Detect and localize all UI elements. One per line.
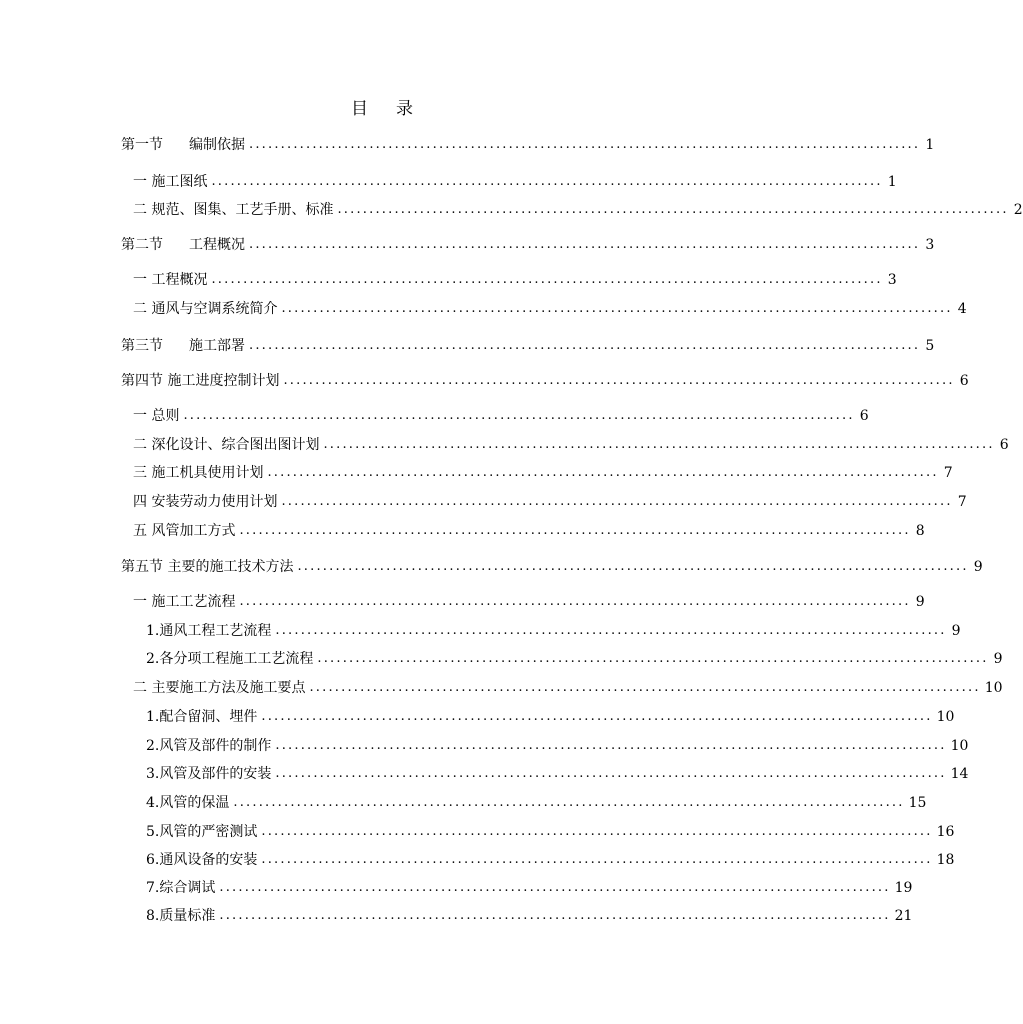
toc-entry-label: 第四节 施工进度控制计划 (121, 373, 280, 389)
dot-leader: .......................................................................................................... (239, 594, 911, 609)
toc-entry-page: 14 (950, 766, 969, 782)
toc-entry[interactable] (146, 876, 913, 896)
dot-leader: .......................................................................................................... (219, 880, 891, 895)
dot-leader: .......................................................................................................... (249, 237, 921, 252)
toc-entry[interactable] (133, 297, 967, 317)
toc-entry-section-4[interactable] (121, 369, 969, 389)
toc-entry-page: 6 (999, 437, 1009, 453)
toc-entry-page: 21 (894, 908, 913, 924)
toc-entry-label: 第一节 (121, 137, 163, 153)
dot-leader: .......................................................................................................... (283, 373, 955, 388)
toc-entry[interactable] (133, 170, 897, 190)
toc-entry-page: 5 (925, 338, 935, 354)
toc-title-char-1: 目 (351, 99, 368, 119)
toc-entry-label: 一 总则 (133, 408, 180, 424)
toc-entry[interactable] (133, 433, 1009, 453)
toc-entry[interactable] (133, 490, 967, 510)
dot-leader: .......................................................................................................... (275, 738, 947, 753)
toc-entry-label: 四 安装劳动力使用计划 (133, 494, 278, 510)
toc-entry-label: 二 规范、图集、工艺手册、标准 (133, 202, 334, 218)
toc-entry-page: 9 (951, 623, 961, 639)
toc-entry-sublabel: 编制依据 (189, 137, 245, 153)
dot-leader: .......................................................................................................... (275, 623, 947, 638)
toc-entry-page: 6 (959, 373, 969, 389)
dot-leader: .......................................................................................................... (309, 680, 981, 695)
toc-entry[interactable] (146, 848, 955, 868)
toc-entry-label: 6.通风设备的安装 (146, 852, 258, 868)
toc-entry-page: 1 (887, 174, 897, 190)
toc-entry-section-1[interactable] (121, 133, 935, 153)
toc-entry-label: 二 主要施工方法及施工要点 (133, 680, 306, 696)
dot-leader: .......................................................................................................... (211, 272, 883, 287)
toc-entry-label: 1.配合留洞、埋件 (146, 709, 258, 725)
toc-entry-page: 7 (957, 494, 967, 510)
toc-entry[interactable] (146, 619, 961, 639)
dot-leader: .......................................................................................................... (249, 137, 921, 152)
dot-leader: .......................................................................................................... (281, 301, 953, 316)
toc-entry[interactable] (133, 198, 1023, 218)
toc-entry[interactable] (133, 676, 1003, 696)
toc-entry-label: 一 工程概况 (133, 272, 208, 288)
toc-entry-page: 9 (915, 594, 925, 610)
toc-entry-label: 第三节 (121, 338, 163, 354)
toc-title-char-2: 录 (396, 99, 413, 119)
toc-entry-page: 3 (887, 272, 897, 288)
toc-entry[interactable] (133, 519, 925, 539)
dot-leader: .......................................................................................................... (317, 651, 989, 666)
toc-entry-label: 8.质量标准 (146, 908, 216, 924)
dot-leader: .......................................................................................................... (267, 465, 939, 480)
toc-entry-label: 2.各分项工程施工工艺流程 (146, 651, 314, 667)
toc-entry-page: 10 (936, 709, 955, 725)
toc-entry-label: 一 施工工艺流程 (133, 594, 236, 610)
toc-entry-label: 4.风管的保温 (146, 795, 230, 811)
toc-entry-page: 4 (957, 301, 967, 317)
toc-entry-page: 9 (993, 651, 1003, 667)
dot-leader: .......................................................................................................... (297, 559, 969, 574)
toc-entry[interactable] (146, 647, 1003, 667)
toc-entry-label: 第二节 (121, 237, 163, 253)
toc-entry[interactable] (146, 705, 955, 725)
dot-leader: .......................................................................................................... (261, 852, 933, 867)
toc-entry[interactable] (133, 590, 925, 610)
toc-entry-page: 7 (943, 465, 953, 481)
dot-leader: .......................................................................................................... (233, 795, 905, 810)
toc-entry-page: 19 (894, 880, 913, 896)
toc-entry[interactable] (146, 820, 955, 840)
dot-leader: .......................................................................................................... (239, 523, 911, 538)
toc-entry-page: 6 (859, 408, 869, 424)
dot-leader: .......................................................................................................... (219, 908, 891, 923)
dot-leader: .......................................................................................................... (337, 202, 1009, 217)
dot-leader: .......................................................................................................... (275, 766, 947, 781)
toc-entry-section-5[interactable] (121, 555, 983, 575)
toc-entry-label: 二 通风与空调系统简介 (133, 301, 278, 317)
toc-entry-sublabel: 施工部署 (189, 338, 245, 354)
toc-entry[interactable] (146, 762, 969, 782)
toc-entry-page: 10 (984, 680, 1003, 696)
toc-entry[interactable] (146, 791, 927, 811)
dot-leader: .......................................................................................................... (281, 494, 953, 509)
toc-entry[interactable] (133, 404, 869, 424)
toc-entry-label: 5.风管的严密测试 (146, 824, 258, 840)
toc-entry[interactable] (133, 461, 953, 481)
toc-entry[interactable] (146, 734, 969, 754)
toc-entry-page: 9 (973, 559, 983, 575)
toc-entry-section-2[interactable] (121, 233, 935, 253)
toc-entry[interactable] (133, 268, 897, 288)
toc-entry-label: 2.风管及部件的制作 (146, 738, 272, 754)
toc-entry-page: 10 (950, 738, 969, 754)
toc-entry-page: 15 (908, 795, 927, 811)
dot-leader: .......................................................................................................... (261, 824, 933, 839)
dot-leader: .......................................................................................................... (183, 408, 855, 423)
toc-entry-label: 1.通风工程工艺流程 (146, 623, 272, 639)
toc-entry-label: 二 深化设计、综合图出图计划 (133, 437, 320, 453)
toc-entry-sublabel: 工程概况 (189, 237, 245, 253)
toc-entry-section-3[interactable] (121, 334, 935, 354)
dot-leader: .......................................................................................................... (261, 709, 933, 724)
toc-entry[interactable] (146, 904, 913, 924)
toc-entry-label: 3.风管及部件的安装 (146, 766, 272, 782)
toc-entry-page: 16 (936, 824, 955, 840)
dot-leader: .......................................................................................................... (249, 338, 921, 353)
toc-entry-label: 7.综合调试 (146, 880, 216, 896)
toc-entry-label: 一 施工图纸 (133, 174, 208, 190)
dot-leader: .......................................................................................................... (323, 437, 995, 452)
toc-entry-page: 8 (915, 523, 925, 539)
toc-entry-page: 3 (925, 237, 935, 253)
dot-leader: .......................................................................................................... (211, 174, 883, 189)
toc-entry-label: 第五节 主要的施工技术方法 (121, 559, 294, 575)
toc-entry-label: 五 风管加工方式 (133, 523, 236, 539)
toc-entry-page: 18 (936, 852, 955, 868)
toc-entry-page: 1 (925, 137, 935, 153)
toc-entry-label: 三 施工机具使用计划 (133, 465, 264, 481)
toc-entry-page: 2 (1013, 202, 1023, 218)
